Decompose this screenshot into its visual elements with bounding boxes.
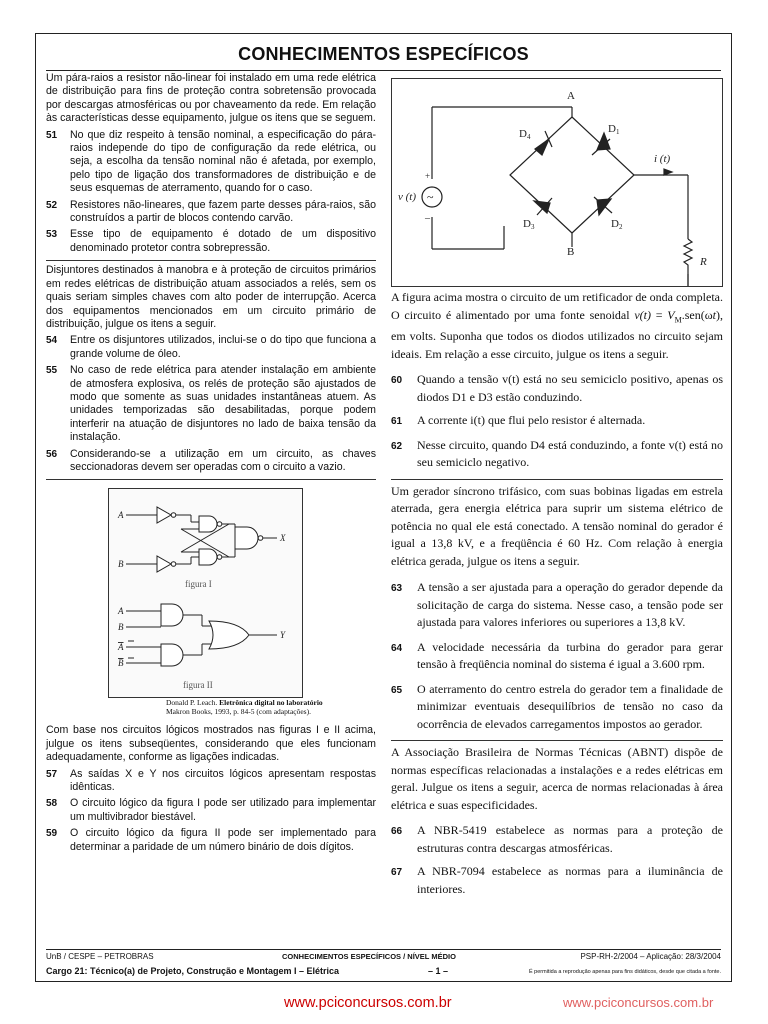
question-item [46,199,376,226]
question-text: A NBR-7094 estabelece as normas para a iluminância de interiores. [417,864,723,896]
node-a-label: A [567,90,575,102]
input-b-label: B [118,559,124,570]
footer-exam: PSP-RH-2/2004 – Aplicação: 28/3/2004 [580,952,721,961]
minus-sign: – [425,213,430,224]
plus-sign: + [425,171,431,181]
question-number: 65 [391,684,403,696]
footer-position: Cargo 21: Técnico(a) de Projeto, Construção e Montagem I – Elétrica [46,966,340,976]
question-number: 57 [46,768,58,780]
intro-abnt-norms: A Associação Brasileira de Normas Técnicas (ABNT) dispõe de normas específicas relacionadas a instalações e a redes elétricas em geral. Julgue os itens a seguir, acerca de normas relacionadas à área elétrica e suas especificidades. [391,745,723,812]
footer-section: CONHECIMENTOS ESPECÍFICOS / NÍVEL MÉDIO [282,952,456,961]
question-text: Nesse circuito, quando D4 está conduzindo, a fonte v(t) está no seu semiciclo negativo. [417,437,723,470]
question-item [391,437,723,472]
credit-title: Eletrônica digital no laboratório [219,698,323,708]
question-number: 55 [46,365,58,377]
node-b-label: B [567,246,575,258]
page-title: CONHECIMENTOS ESPECÍFICOS [238,44,529,64]
question-text: Quando a tensão v(t) está no seu semiciclo positivo, apenas os diodos D1 e D3 estão conduzindo. [417,372,723,404]
figure-1-caption: figura I [185,579,212,590]
section-divider [391,740,723,741]
input-a-label: A [118,606,124,617]
question-text: Considerando-se a utilização em um circuito, as chaves seccionadoras devem ser operadas com o circuito a vazio. [70,447,376,473]
question-number: 64 [391,642,403,654]
question-text: A tensão a ser ajustada para a operação do gerador depende da solicitação de carga do sistema. Nesse caso, a tensão pode ser ajustada para valores inferiores ou superiores a 13,8 kV. [417,580,723,630]
right-column [391,72,723,898]
question-item [46,448,376,475]
intro-logic-circuits: Com base nos circuitos lógicos mostrados nas figuras I e II acima, julgue os itens subseqüentes, considerando que eles funcionam adequadamente, conforme as ligações indicadas. [46,724,376,764]
credit-author: Donald P. Leach. [166,698,218,708]
question-text: No caso de rede elétrica para atender instalação em ambiente de atmosfera explosiva, os relés de proteção são ajustados de modo que somente as suas unidades instantâneas atuem. As unidades temporizadas são desabilitadas, porque podem interferir na atuação de disjuntores no lado de baixa tensão da instalação. [70,364,376,444]
logic-circuits-figure [108,488,303,698]
bridge-rectifier-diagram [392,79,722,286]
question-text: O circuito lógico da figura I pode ser utilizado para implementar um multivibrador biestável. [70,797,376,823]
question-number: 51 [46,129,58,141]
question-item [391,371,723,406]
footer-divider [46,949,721,950]
question-number: 61 [391,416,403,428]
question-text: O circuito lógico da figura II pode ser implementado para determinar a paridade de um número binário de dois dígitos. [70,827,376,853]
ac-source-icon: ~ [427,190,434,204]
question-item [391,579,723,632]
question-list-5 [391,579,723,733]
footer-notice: É permitida a reprodução apenas para fins didáticos, desde que citada a fonte. [528,969,721,975]
question-list-3 [46,768,376,854]
question-list-2 [46,334,376,474]
question-number: 56 [46,448,58,460]
input-b-label: B [118,622,124,633]
input-b-bar-label: B [118,658,124,669]
footer-org: UnB / CESPE – PETROBRAS [46,952,154,961]
question-list-4 [391,371,723,472]
section-divider [46,260,376,261]
section-divider [391,479,723,480]
source-label: v (t) [398,191,417,203]
question-item [46,364,376,444]
section-divider [46,479,376,480]
credit-publisher: Makron Books, 1993, p. 84-5 (com adaptações). [166,706,311,716]
question-list-1 [46,129,376,256]
question-number: 59 [46,828,58,840]
current-label: i (t) [654,153,671,165]
figure-credit [166,699,376,716]
diode-d1-label: D1 [608,123,620,136]
question-text: Esse tipo de equipamento é dotado de um dispositivo denominado protetor contra sobrepressão. [70,228,376,254]
question-item [46,334,376,361]
question-number: 66 [391,826,403,838]
question-text: Entre os disjuntores utilizados, inclui-se o do tipo que funciona a grande volume de óleo. [70,334,376,360]
question-text: As saídas X e Y nos circuitos lógicos apresentam respostas idênticas. [70,767,376,793]
question-text: O aterramento do centro estrela do gerador tem a finalidade de minimizar eventuais desequilíbrios de tensão no caso da ocorrência de elevados carregamentos impostos ao gerador. [417,681,723,731]
question-text: No que diz respeito à tensão nominal, a especificação do pára-raios independe do tipo de configuração da rede elétrica, ou seja, a escolha da tensão nominal não é afetada, por exemplo, pelo tipo de ligação dos transformadores de distribuição e de seus esquemas de aterramento, quando for o caso. [70,128,376,195]
intro-surge-arrester: Um pára-raios a resistor não-linear foi instalado em uma rede elétrica de distribuição para fins de proteção contra sobretensão provocada por descargas atmosféricas ou por chaveamento da rede. Em relação às características desse equipamento, julgue os itens que se seguem. [46,72,376,125]
question-number: 52 [46,199,58,211]
question-item [391,639,723,674]
page-number: – 1 – [428,966,449,976]
intro-generator: Um gerador síncrono trifásico, com suas bobinas ligadas em estrela aterrada, gera energia elétrica para suprir um sistema elétrico de potência no qual ele está conectado. A tensão nominal do gerador é igual a 13,8 kV, e a freqüência é 60 Hz. Com relação à energia elétrica gerada, julgue os itens a seguir. [391,483,723,568]
question-text: Resistores não-lineares, que fazem parte desses pára-raios, são construídos a partir de blocos contendo carvão. [70,198,376,225]
question-number: 62 [391,440,403,452]
source-url-link-secondary[interactable]: www.pciconcursos.com.br [563,995,714,1010]
question-number: 63 [391,583,403,595]
question-number: 67 [391,867,403,879]
figure-2-caption: figura II [183,680,213,691]
question-item [391,412,723,431]
question-item [391,822,723,857]
diode-d2-label: D2 [611,218,623,231]
title-divider [46,70,721,71]
output-y-label: Y [280,630,286,641]
question-item [46,797,376,824]
page-frame [35,33,732,982]
source-url-link[interactable]: www.pciconcursos.com.br [284,995,452,1011]
question-item [46,129,376,196]
output-x-label: X [280,533,286,544]
diode-d4-label: D4 [519,128,531,141]
input-a-bar-label: A [118,642,124,653]
resistor-label: R [700,256,707,268]
question-number: 58 [46,798,58,810]
left-column [46,72,376,854]
input-a-label: A [118,510,124,521]
question-item [46,827,376,854]
diode-d3-label: D3 [523,218,535,231]
question-text: A corrente i(t) que flui pelo resistor é alternada. [417,413,646,428]
question-number: 54 [46,335,58,347]
question-text: A velocidade necessária da turbina do gerador para gerar tensão à freqüência nominal do sistema é igual a 3.600 rpm. [417,639,723,672]
question-item [46,768,376,795]
question-item [391,863,723,898]
intro-circuit-breakers: Disjuntores destinados à manobra e à proteção de circuitos primários em redes elétricas de distribuição atuam associados a relés, sem os quais seriam simples chaves com alto poder de interrupção. Acerca dos equipamentos mencionados em um circuito primário de distribuição, julgue os itens a seguir. [46,264,376,330]
question-item [46,228,376,255]
question-number: 60 [391,375,403,387]
question-item [391,681,723,734]
question-text: A NBR-5419 estabelece as normas para a proteção de estruturas contra descargas atmosféricas. [417,823,723,855]
question-list-6 [391,822,723,898]
intro-rectifier: A figura acima mostra o circuito de um retificador de onda completa. O circuito é alimentado por uma fonte senoidal $v(t) = V_M.sen(\omega t)$, em volts. Suponha que todos os diodos utilizados no circuito sejam ideais. Em relação a esse circuito, julgue os itens a seguir. [391,290,723,361]
rectifier-circuit-figure [391,78,723,287]
logic-circuits-diagram [109,489,302,697]
question-number: 53 [46,229,58,241]
